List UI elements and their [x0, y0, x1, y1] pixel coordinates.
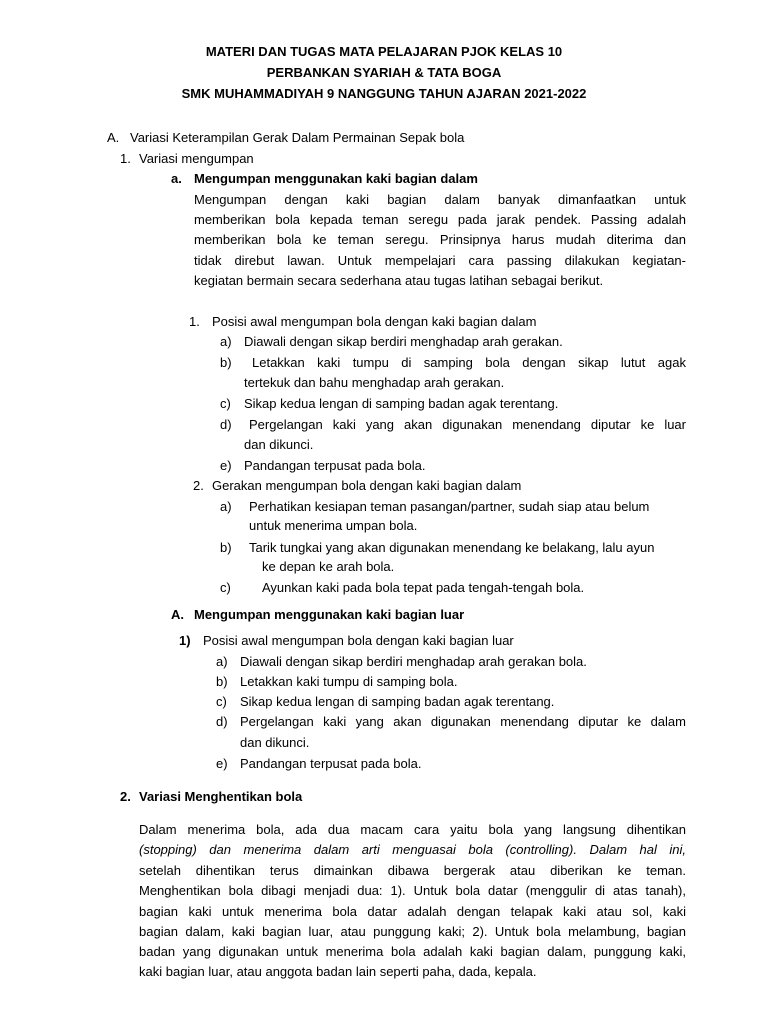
list-item: Letakkan kaki tumpu di samping bola.: [240, 674, 458, 689]
list-2-title: Gerakan mengumpan bola dengan kaki bagian dalam: [212, 478, 522, 493]
list-item-continuation: dan dikunci.: [240, 735, 310, 750]
list-item: Diawali dengan sikap berdiri menghadap arah gerakan bola.: [240, 654, 587, 669]
paragraph-line: memberikan bola ke teman seregu. Prinsipnya harus mudah diterima dan: [194, 232, 686, 247]
paragraph-line: kaki bagian luar, atau anggota badan lain seperti paha, dada, kepala.: [139, 964, 537, 979]
part-b-list-title: Posisi awal mengumpan bola dengan kaki bagian luar: [203, 633, 514, 648]
list-item: Letakkan kaki tumpu di samping bola dengan sikap lutut agak: [252, 355, 686, 370]
list-item: Ayunkan kaki pada bola tepat pada tengah-tengah bola.: [262, 580, 585, 595]
paragraph-line: Mengumpan dengan kaki bagian dalam banyak dimanfaatkan untuk: [194, 192, 686, 207]
list-1-marker: 1.: [189, 314, 200, 329]
list-item: Pergelangan kaki yang akan digunakan menendang diputar ke luar: [249, 417, 686, 432]
list-item-continuation: dan dikunci.: [244, 437, 314, 452]
list-1-title: Posisi awal mengumpan bola dengan kaki bagian dalam: [212, 314, 537, 329]
paragraph-line: setelah dihentikan terus dimainkan dibawa bergerak atau diberikan ke teman.: [139, 863, 686, 878]
paragraph-line: badan yang digunakan untuk menerima bola adalah kaki bagian dalam, punggung kaki,: [139, 944, 686, 959]
list-item: Perhatikan kesiapan teman pasangan/partner, sudah siap atau belum: [249, 499, 650, 514]
list-item-marker: c): [220, 396, 231, 411]
paragraph-line: tidak direbut lawan. Untuk mempelajari cara passing dilakukan kegiatan-: [194, 253, 686, 268]
list-item: Sikap kedua lengan di samping badan agak terentang.: [240, 694, 555, 709]
subsection-2-title: Variasi Menghentikan bola: [139, 789, 303, 804]
list-item-continuation: untuk menerima umpan bola.: [249, 518, 418, 533]
list-item: Tarik tungkai yang akan digunakan menendang ke belakang, lalu ayun: [249, 540, 655, 555]
subsection-1-marker: 1.: [120, 151, 131, 166]
subsection-1-title: Variasi mengumpan: [139, 151, 254, 166]
list-item: Pandangan terpusat pada bola.: [244, 458, 426, 473]
list-item-marker: c): [216, 694, 227, 709]
list-item-continuation: tertekuk dan bahu menghadap arah gerakan.: [244, 375, 505, 390]
list-item-marker: b): [220, 355, 232, 370]
list-item-marker: b): [220, 540, 232, 555]
part-b-title: Mengumpan menggunakan kaki bagian luar: [194, 607, 465, 622]
list-item-continuation: ke depan ke arah bola.: [262, 559, 395, 574]
paragraph-line: (stopping) dan menerima dalam arti menguasai bola (controlling). Dalam hal ini,: [139, 842, 686, 857]
list-item-marker: a): [216, 654, 228, 669]
document-title-line-1: MATERI DAN TUGAS MATA PELAJARAN PJOK KELAS 10: [205, 44, 563, 59]
list-item: Sikap kedua lengan di samping badan agak terentang.: [244, 396, 559, 411]
list-item-marker: c): [220, 580, 231, 595]
paragraph-line: Dalam menerima bola, ada dua macam cara yaitu bola yang langsung dihentikan: [139, 822, 686, 837]
list-item: Pandangan terpusat pada bola.: [240, 756, 422, 771]
paragraph-line: kegiatan bermain secara sederhana atau tugas latihan sebagai berikut.: [194, 273, 604, 288]
section-a-marker: A.: [107, 130, 120, 145]
paragraph-line: memberikan bola kepada teman seregu pada jarak pendek. Passing adalah: [194, 212, 686, 227]
subsection-2-marker: 2.: [120, 789, 131, 804]
part-a-marker: a.: [171, 171, 182, 186]
document-title-line-2: PERBANKAN SYARIAH & TATA BOGA: [266, 65, 502, 80]
list-item-marker: a): [220, 499, 232, 514]
paragraph-line: bagian kaki untuk menerima bola datar adalah dengan telapak kaki atau sol, kaki: [139, 904, 686, 919]
paragraph-line: Menghentikan bola dibagi menjadi dua: 1). Untuk bola datar (menggulir di atas tanah),: [139, 883, 686, 898]
list-item: Diawali dengan sikap berdiri menghadap arah gerakan.: [244, 334, 563, 349]
paragraph-line: bagian dalam, kaki bagian luar, atau punggung kaki; 2). Untuk bola melambung, bagian: [139, 924, 686, 939]
list-item-marker: e): [220, 458, 232, 473]
list-2-marker: 2.: [193, 478, 204, 493]
document-title-line-3: SMK MUHAMMADIYAH 9 NANGGUNG TAHUN AJARAN 2021-2022: [181, 86, 587, 101]
part-b-marker: A.: [171, 607, 184, 622]
part-a-title: Mengumpan menggunakan kaki bagian dalam: [194, 171, 478, 186]
part-b-list-marker: 1): [179, 633, 191, 648]
section-a-title: Variasi Keterampilan Gerak Dalam Permainan Sepak bola: [130, 130, 465, 145]
list-item: Pergelangan kaki yang akan digunakan menendang diputar ke dalam: [240, 714, 686, 729]
list-item-marker: b): [216, 674, 228, 689]
list-item-marker: d): [216, 714, 228, 729]
list-item-marker: a): [220, 334, 232, 349]
list-item-marker: d): [220, 417, 232, 432]
list-item-marker: e): [216, 756, 228, 771]
